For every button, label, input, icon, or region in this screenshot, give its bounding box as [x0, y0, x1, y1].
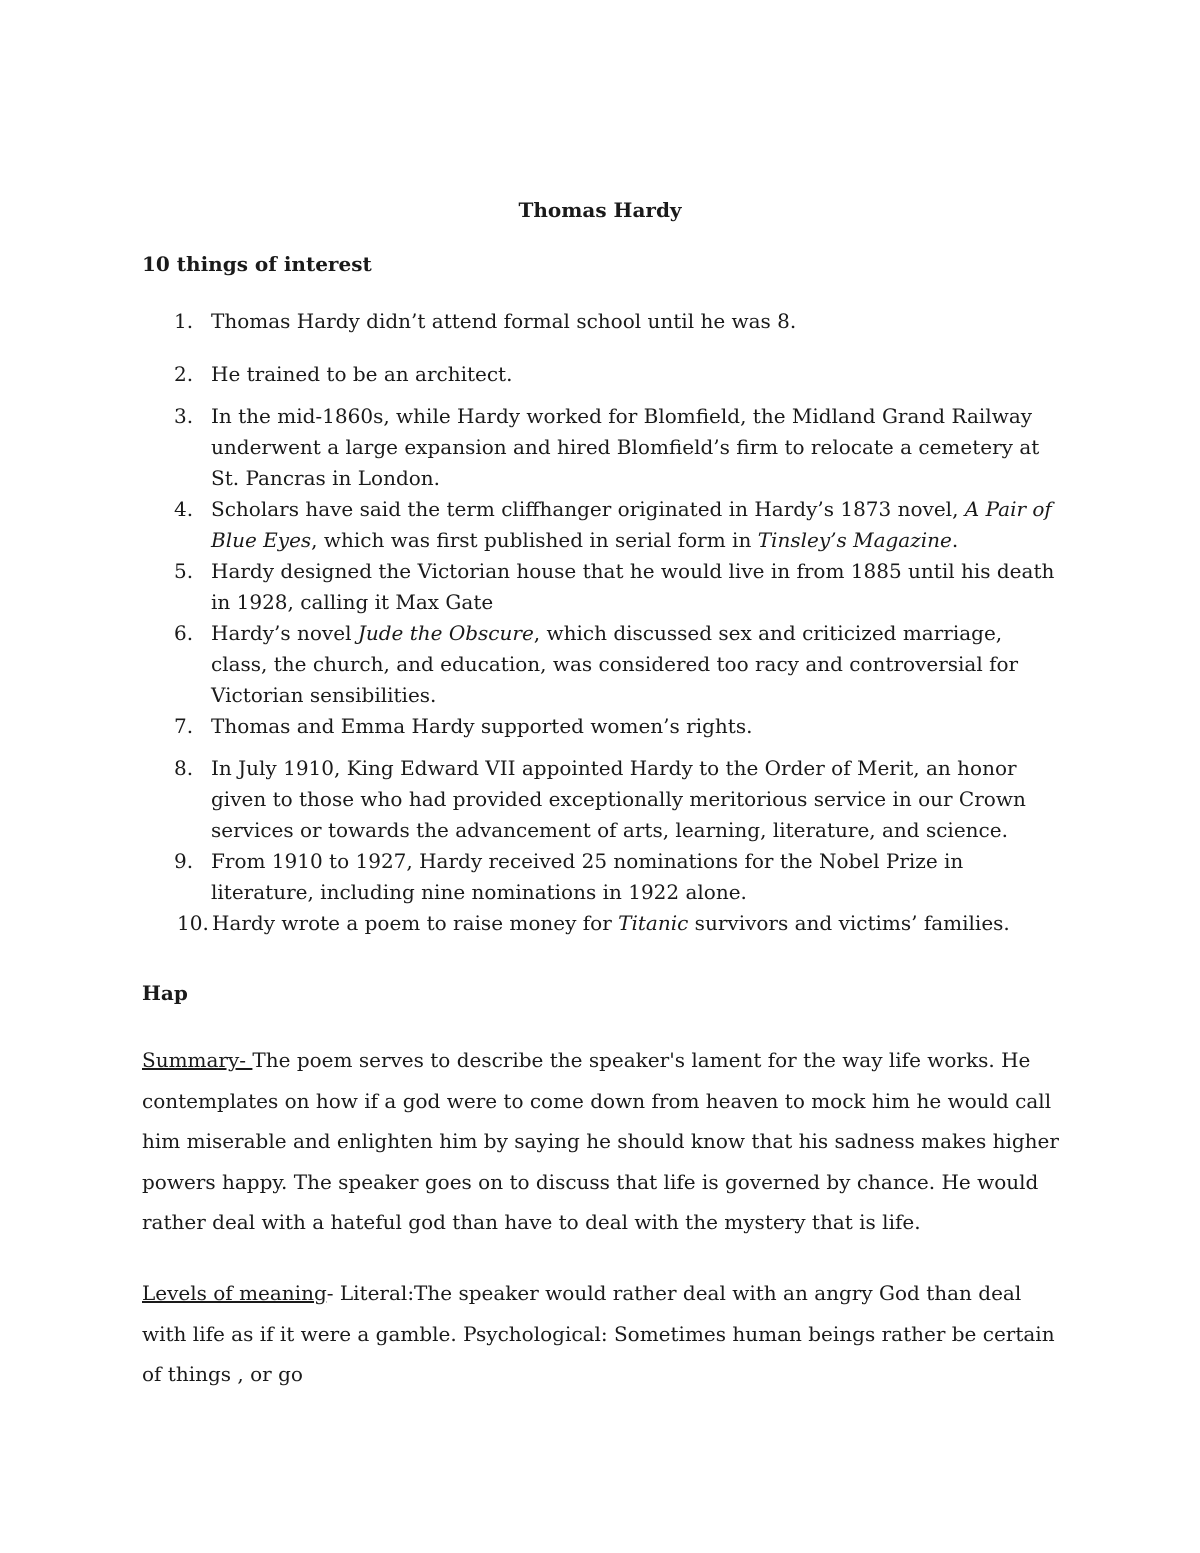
- text-run: In the mid-1860s, while Hardy worked for Blomfield, the Midland Grand Railway underwent a large expansion and hired Blomfield’s firm to relocate a cemetery at St. Pancras in London.: [211, 404, 1040, 490]
- list-item-text: [211, 404, 1039, 490]
- text-run: Thomas Hardy didn’t attend formal school until he was 8.: [211, 309, 797, 333]
- list-item: [142, 306, 1062, 337]
- list-item-text: [211, 362, 512, 386]
- list-number: 9.: [174, 849, 194, 873]
- list-item: [142, 494, 1062, 556]
- list-number: 7.: [174, 714, 194, 738]
- italic-title: Titanic: [618, 911, 689, 935]
- list-item: [142, 753, 1062, 846]
- list-number: 8.: [174, 756, 194, 780]
- text-run: From 1910 to 1927, Hardy received 25 nominations for the Nobel Prize in literature, including nine nominations in 1922 alone.: [211, 849, 964, 904]
- text-run: Hardy wrote a poem to raise money for: [212, 911, 619, 935]
- text-run: Thomas and Emma Hardy supported women’s rights.: [211, 714, 753, 738]
- levels-text: - Literal:The speaker would rather deal with an angry God than deal with life as if it were a gamble. Psychological: Sometimes human beings rather be certain of things , or go: [142, 1281, 1055, 1386]
- list-item-text: [211, 559, 1054, 614]
- poem-heading: Hap: [142, 981, 188, 1005]
- list-number: 2.: [174, 362, 194, 386]
- interest-heading: 10 things of interest: [142, 252, 372, 276]
- list-number: 1.: [174, 309, 194, 333]
- text-run: , which was first published in serial form in: [311, 528, 758, 552]
- list-number: 3.: [174, 404, 194, 428]
- summary-paragraph: [142, 1040, 1062, 1243]
- summary-label: Summary-: [142, 1048, 253, 1072]
- list-item: [142, 618, 1062, 711]
- list-item: [142, 556, 1062, 618]
- text-run: In July 1910, King Edward VII appointed Hardy to the Order of Merit, an honor given to those who had provided exceptionally meritorious service in our Crown services or towards the advancement of arts, learning, literature, and science.: [211, 756, 1026, 842]
- list-number: 5.: [174, 559, 194, 583]
- page-title: Thomas Hardy: [518, 198, 682, 222]
- list-item-text: [211, 714, 752, 738]
- list-item-text: [211, 309, 796, 333]
- list-item: [142, 846, 1062, 908]
- list-item: [142, 711, 1062, 742]
- italic-title: Jude the Obscure: [357, 621, 534, 645]
- list-number: 6.: [174, 621, 194, 645]
- list-item: [142, 908, 1062, 939]
- list-item-text: [212, 911, 1010, 935]
- list-item-text: [211, 621, 1018, 707]
- facts-list: [142, 306, 1062, 939]
- text-run: survivors and victims’ families.: [688, 911, 1010, 935]
- list-item: [142, 359, 1062, 390]
- list-number: 10.: [177, 911, 209, 935]
- list-item-text: [211, 497, 1052, 552]
- list-number: 4.: [174, 497, 194, 521]
- summary-text: The poem serves to describe the speaker's lament for the way life works. He contemplates on how if a god were to come down from heaven to mock him he would call him miserable and enlighten him by saying he should know that his sadness makes higher powers happy. The speaker goes on to discuss that life is governed by chance. He would rather deal with a hateful god than have to deal with the mystery that is life.: [142, 1048, 1059, 1234]
- levels-label: Levels of meaning: [142, 1281, 327, 1305]
- italic-title: Tinsley’s Magazine: [757, 528, 952, 552]
- list-item-text: [211, 756, 1026, 842]
- text-run: Scholars have said the term cliffhanger originated in Hardy’s 1873 novel,: [211, 497, 965, 521]
- text-run: , which discussed sex and criticized marriage, class, the church, and education, was considered too racy and controversial for Victorian sensibilities.: [211, 621, 1019, 707]
- text-run: Hardy designed the Victorian house that he would live in from 1885 until his death in 1928, calling it Max Gate: [211, 559, 1055, 614]
- list-item: [142, 401, 1062, 494]
- levels-paragraph: [142, 1273, 1062, 1395]
- list-item-text: [211, 849, 963, 904]
- text-run: Hardy’s novel: [211, 621, 358, 645]
- italic-title: A Pair of Blue Eyes: [211, 497, 1052, 552]
- text-run: He trained to be an architect.: [211, 362, 513, 386]
- text-run: .: [951, 528, 959, 552]
